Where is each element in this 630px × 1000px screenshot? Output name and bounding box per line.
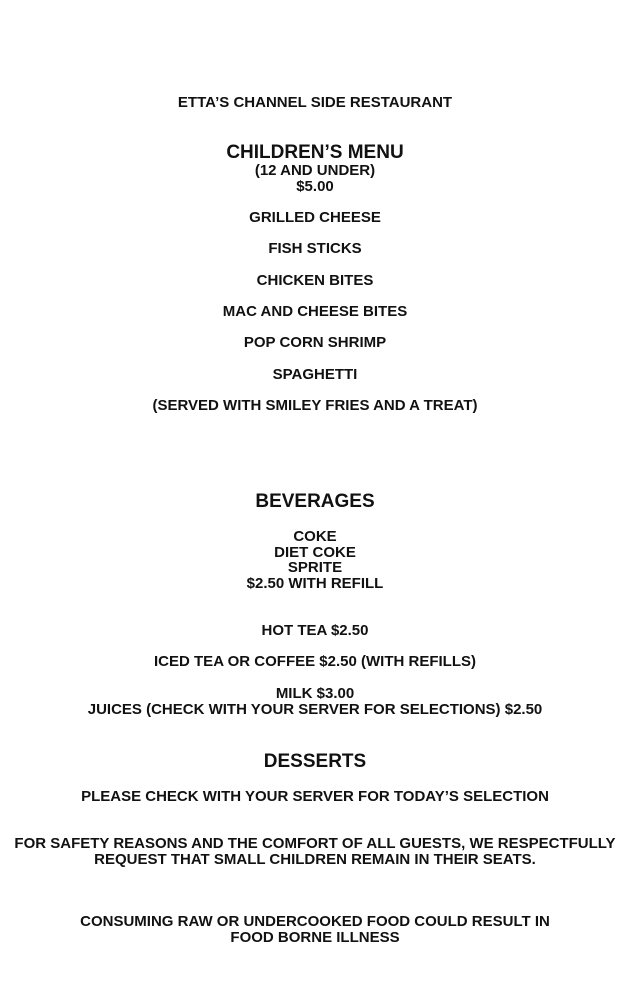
menu-item: FISH STICKS xyxy=(268,240,362,257)
milk: MILK $3.00 xyxy=(275,685,355,702)
beverage-item: DIET COKE xyxy=(274,543,356,561)
childrens-menu-price: $5.00 xyxy=(296,177,334,195)
menu-item: POP CORN SHRIMP xyxy=(243,334,387,351)
restaurant-name: ETTA’S CHANNEL SIDE RESTAURANT xyxy=(177,94,453,111)
beverages-title: BEVERAGES xyxy=(255,491,375,512)
beverage-item: SPRITE xyxy=(287,559,343,576)
juices: JUICES (CHECK WITH YOUR SERVER FOR SELECTIONS) $2.50 xyxy=(87,700,543,718)
beverage-item: COKE xyxy=(293,528,337,545)
menu-item: MAC AND CHEESE BITES xyxy=(222,303,408,320)
menu-item: GRILLED CHEESE xyxy=(249,209,381,226)
iced-tea-coffee: ICED TEA OR COFFEE $2.50 (WITH REFILLS) xyxy=(154,653,476,670)
soda-price: $2.50 WITH REFILL xyxy=(246,574,384,592)
desserts-title: DESSERTS xyxy=(263,751,367,772)
safety-notice xyxy=(0,836,630,867)
served-with-note: (SERVED WITH SMILEY FRIES AND A TREAT) xyxy=(152,397,478,414)
food-warning xyxy=(0,914,630,945)
food-warning-line: FOOD BORNE ILLNESS xyxy=(230,928,400,946)
food-warning-line: CONSUMING RAW OR UNDERCOOKED FOOD COULD RESULT IN xyxy=(80,913,550,930)
safety-notice-line: FOR SAFETY REASONS AND THE COMFORT OF ALL GUESTS, WE RESPECTFULLY xyxy=(14,835,616,852)
childrens-menu-title: CHILDREN’S MENU xyxy=(226,142,404,163)
age-note: (12 AND UNDER) xyxy=(254,162,376,179)
milk-juices xyxy=(0,686,630,717)
menu-item: CHICKEN BITES xyxy=(256,272,374,289)
menu-item: SPAGHETTI xyxy=(272,366,358,383)
soda-list xyxy=(0,529,630,591)
hot-tea: HOT TEA $2.50 xyxy=(261,622,369,639)
safety-notice-line: REQUEST THAT SMALL CHILDREN REMAIN IN THEIR SEATS. xyxy=(94,850,536,868)
childrens-menu-subheader xyxy=(0,163,630,194)
desserts-note: PLEASE CHECK WITH YOUR SERVER FOR TODAY’S SELECTION xyxy=(81,788,549,805)
